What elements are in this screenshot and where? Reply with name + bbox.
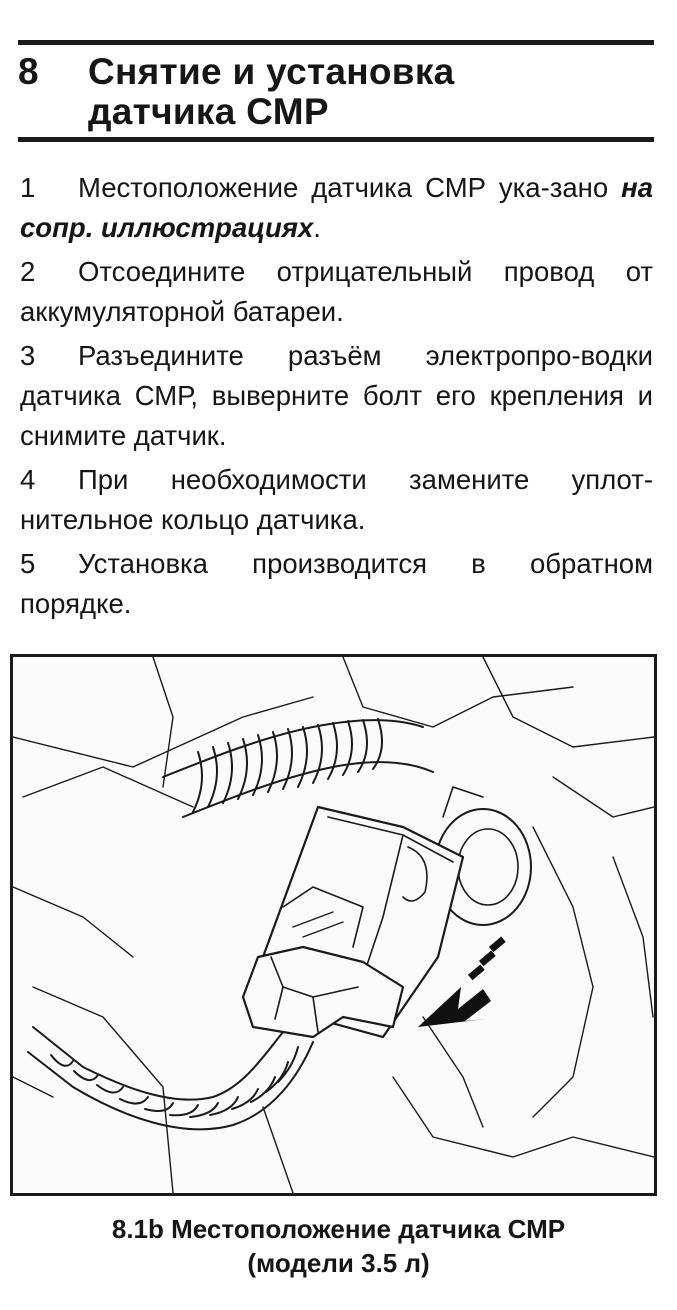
- section-title-line2: датчика СМР: [88, 91, 329, 132]
- step-text: Установка производится в обратном порядке.: [20, 548, 653, 619]
- step-text: Разъедините разъём электропро-водки датчика СМР, выверните болт его крепления и снимите датчик.: [20, 340, 653, 451]
- step-number: 4: [20, 464, 36, 495]
- step-number: 2: [20, 256, 36, 287]
- step-text: Местоположение датчика СМР ука-зано: [78, 172, 622, 203]
- procedure-steps: [20, 168, 653, 628]
- section-title: [88, 52, 648, 132]
- step-1: [20, 168, 653, 248]
- figure-caption-line1: 8.1b Местоположение датчика СМР: [111, 1214, 566, 1244]
- step-text-end: .: [313, 212, 321, 243]
- step-number: 5: [20, 548, 36, 579]
- header-top-rule: [18, 40, 654, 45]
- section-title-line1: Снятие и установка: [88, 51, 455, 92]
- section-number: 8: [18, 51, 40, 92]
- cmp-sensor-drawing: [13, 657, 654, 1193]
- figure-caption: [0, 1212, 677, 1280]
- step-3: [20, 336, 653, 456]
- sensor-location-illustration: [10, 654, 657, 1196]
- step-emphasis: на сопр. иллюстрациях: [20, 172, 653, 243]
- step-2: [20, 252, 653, 332]
- step-text: Отсоедините отрицательный провод от аккумуляторной батареи.: [20, 256, 653, 327]
- step-number: 3: [20, 340, 36, 371]
- header-bottom-rule: [18, 137, 654, 142]
- step-4: [20, 460, 653, 540]
- step-5: [20, 544, 653, 624]
- figure-caption-line2: (модели 3.5 л): [247, 1248, 430, 1278]
- step-number: 1: [20, 172, 36, 203]
- step-text: При необходимости замените уплот-нительное кольцо датчика.: [20, 464, 653, 535]
